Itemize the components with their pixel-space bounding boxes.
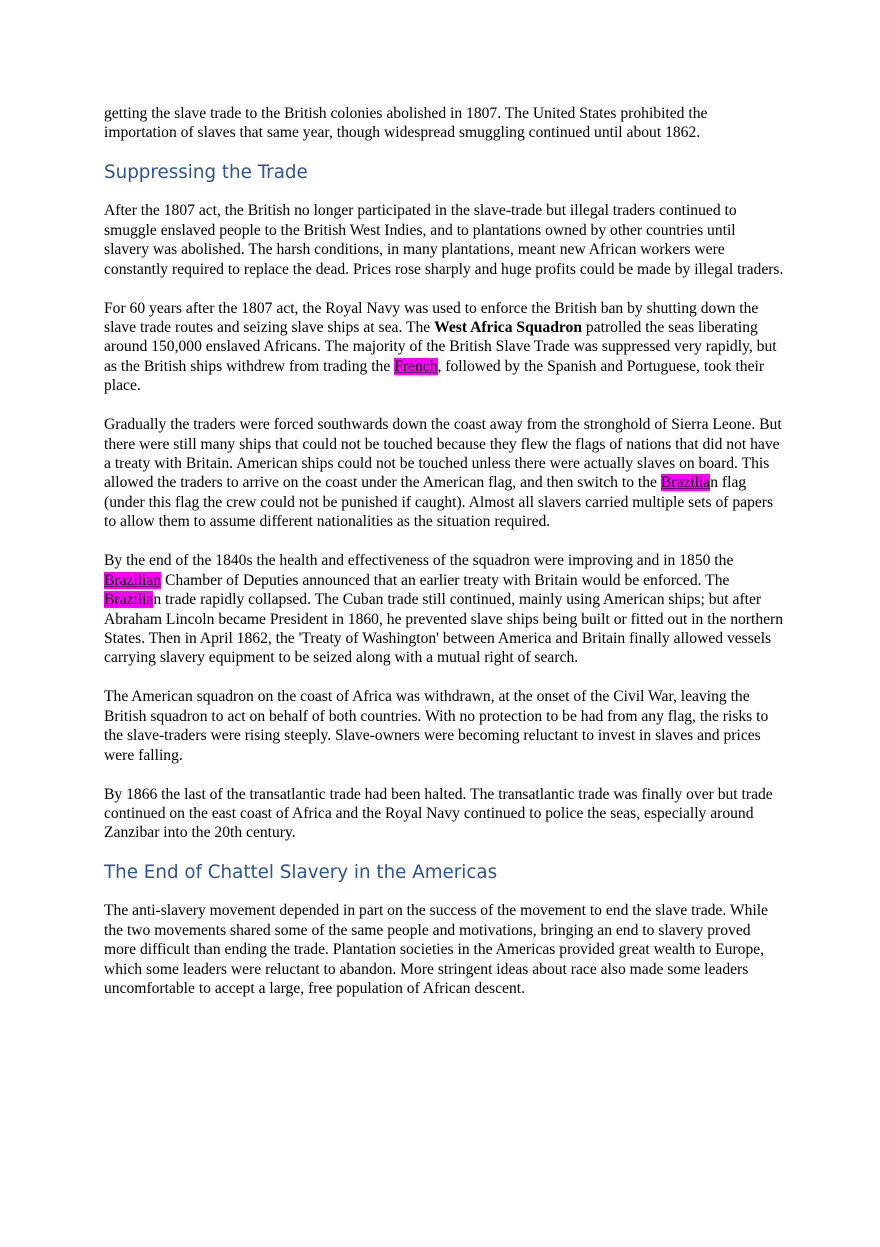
highlighted-word-brazilian[interactable]: Brazilian bbox=[104, 571, 162, 589]
paragraph-text: By 1866 the last of the transatlantic trade had been halted. The transatlantic trade was finally over but trade continued on the east coast of Africa and the Royal Navy continued to police the seas, especially around Zanzibar into the 20th century. bbox=[104, 785, 773, 842]
bold-term-west-africa-squadron: West Africa Squadron bbox=[434, 319, 582, 337]
paragraph-text: n flag (under this flag the crew could not be punished if caught). Almost all slavers carried multiple sets of papers to allow them to assume different nationalities as the situation required. bbox=[104, 474, 774, 531]
paragraph-anti-slavery-movement bbox=[104, 901, 784, 998]
paragraph-text: The anti-slavery movement depended in part on the success of the movement to end the slave trade. While the two movements shared some of the same people and motivations, bringing an end to slavery proved more difficult than ending the trade. Plantation societies in the Americas provided great wealth to Europe, which some leaders were reluctant to abandon. More stringent ideas about race also made some leaders uncomfortable to accept a large, free population of African descent. bbox=[104, 902, 768, 997]
paragraph-american-squadron bbox=[104, 687, 784, 765]
paragraph-royal-navy bbox=[104, 299, 784, 396]
paragraph-traders-southwards bbox=[104, 415, 784, 531]
highlighted-word-brazilia[interactable]: Brazilia bbox=[660, 474, 711, 492]
heading-suppressing-the-trade: Suppressing the Trade bbox=[104, 162, 308, 184]
paragraph-1840s-squadron bbox=[104, 551, 784, 667]
highlighted-word-brazilia[interactable]: Brazilia bbox=[104, 591, 154, 609]
paragraph-text: The American squadron on the coast of Africa was withdrawn, at the onset of the Civil War, leaving the British squadron to act on behalf of both countries. With no protection to be had from any flag, the risks to the slave-traders were rising steeply. Slave-owners were becoming reluctant to invest in slaves and prices were falling. bbox=[104, 688, 769, 764]
paragraph-text: After the 1807 act, the British no longer participated in the slave-trade but illegal traders continued to smuggle enslaved people to the British West Indies, and to plantations owned by other countries until slavery was abolished. The harsh conditions, in many plantations, meant new African workers were constantly required to replace the dead. Prices rose sharply and huge profits could be made by illegal traders. bbox=[104, 202, 784, 278]
paragraph-text: For 60 years after the 1807 act, the Royal Navy was used to enforce the British ban by shutting down the slave trade routes and seizing slave ships at sea. The bbox=[104, 299, 759, 337]
paragraph-after-1807-act bbox=[104, 201, 784, 279]
paragraph-text: getting the slave trade to the British colonies abolished in 1807. The United States prohibited the importation of slaves that same year, though widespread smuggling continued until about 1862. bbox=[104, 105, 708, 142]
paragraph-text: n trade rapidly collapsed. The Cuban trade still continued, mainly using American ships; but after Abraham Lincoln became President in 1860, he prevented slave ships being built or fitted out in the northern States. Then in April 1862, the 'Treaty of Washington' between America and Britain finally allowed vessels carrying slavery equipment to be seized along with a mutual right of search. bbox=[104, 591, 784, 667]
paragraph-text: , followed by the Spanish and Portuguese, took their place. bbox=[104, 357, 765, 395]
document-page bbox=[104, 104, 784, 1018]
paragraph-text: Gradually the traders were forced southwards down the coast away from the stronghold of Sierra Leone. But there were still many ships that could not be touched because they flew the flags of nations that did not have a treaty with Britain. American ships could not be touched unless there were actually slaves on board. This allowed the traders to arrive on the coast under the American flag, and then switch to the bbox=[104, 416, 782, 492]
highlighted-word-french[interactable]: French bbox=[394, 357, 438, 375]
paragraph-text: patrolled the seas liberating around 150,000 enslaved Africans. The majority of the British Slave Trade was suppressed very rapidly, but as the British ships withdrew from trading the bbox=[104, 319, 777, 375]
paragraph-text: By the end of the 1840s the health and effectiveness of the squadron were improving and in 1850 the bbox=[104, 552, 734, 570]
paragraph-intro bbox=[104, 104, 784, 143]
paragraph-text: Chamber of Deputies announced that an earlier treaty with Britain would be enforced. The bbox=[161, 571, 730, 589]
heading-end-of-chattel-slavery: The End of Chattel Slavery in the Americas bbox=[104, 862, 498, 884]
paragraph-1866-halted bbox=[104, 785, 784, 843]
